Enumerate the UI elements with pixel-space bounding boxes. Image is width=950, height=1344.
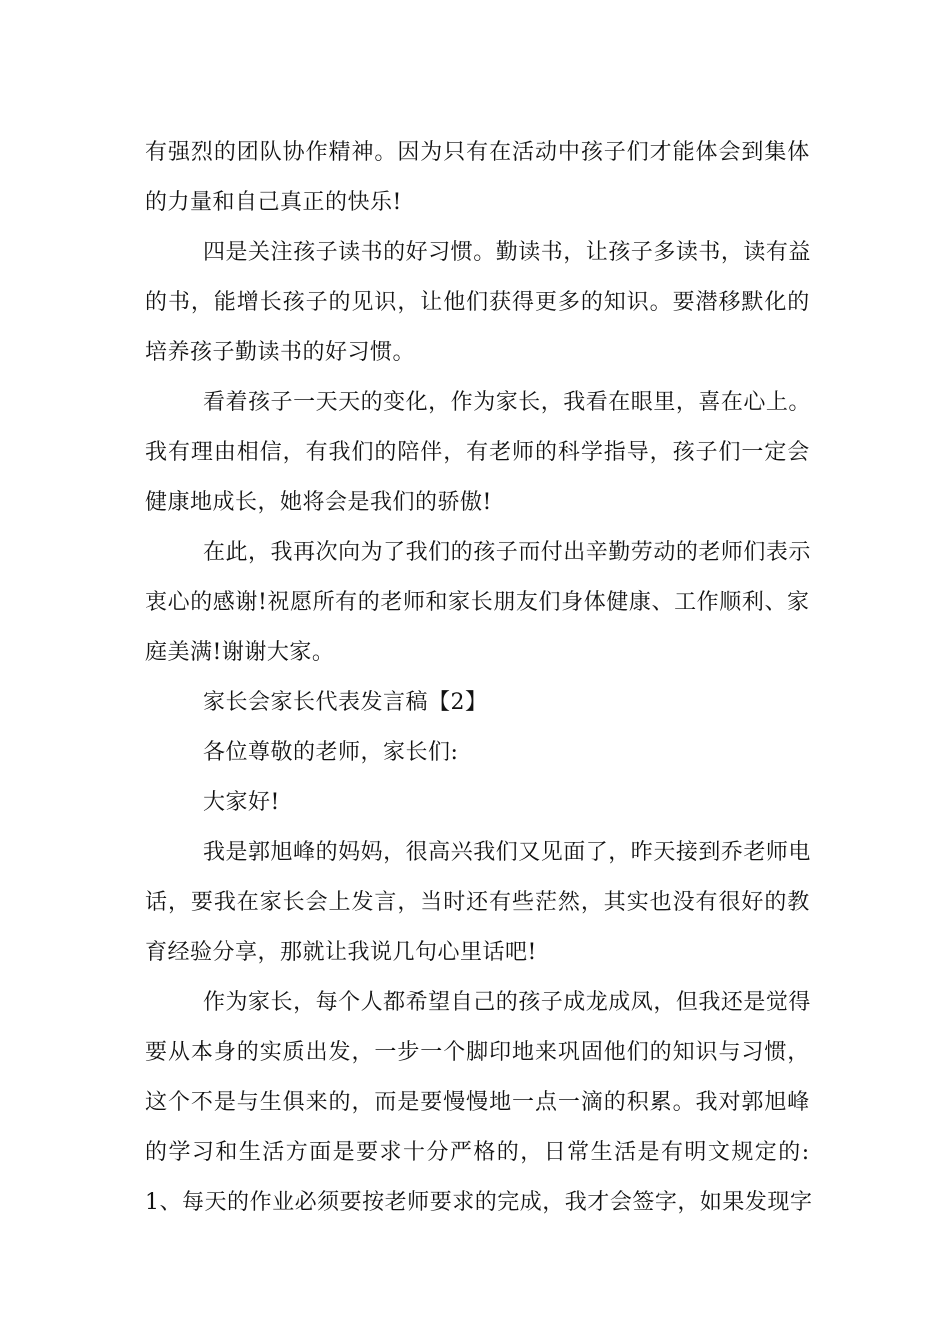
paragraph-team-spirit bbox=[145, 128, 810, 228]
paragraph-introduction bbox=[145, 828, 810, 978]
text-line: 的力量和自己真正的快乐! bbox=[145, 190, 402, 215]
document-body bbox=[145, 128, 813, 1228]
text-line: 要 从 本 身 的 实 质 出 发 ， 一 步 一 个 脚 印 地 来 巩 固 他 们 的 知 识 与 习 惯 ， bbox=[145, 1040, 810, 1065]
text-line: 有 强 烈 的 团 队 协 作 精 神 。 因 为 只 有 在 活 动 中 孩 子 们 才 能 体 会 到 集 体 bbox=[145, 140, 810, 165]
text-line: 大家好! bbox=[203, 790, 280, 815]
text-line: 这 个 不 是 与 生 俱 来 的 ， 而 是 要 慢 慢 地 一 点 一 滴 的 积 累 。 我 对 郭 旭 峰 bbox=[145, 1090, 810, 1115]
text-line: 我 是 郭 旭 峰 的 妈 妈 ， 很 高 兴 我 们 又 见 面 了 ， 昨 天 接 到 乔 老 师 电 bbox=[203, 840, 811, 865]
text-line: 育经验分享，那就让我说几句心里话吧! bbox=[145, 940, 537, 965]
text-line: 四 是 关 注 孩 子 读 书 的 好 习 惯 。 勤 读 书 ， 让 孩 子 多 读 书 ， 读 有 益 bbox=[203, 240, 811, 265]
text-line: 话 ， 要 我 在 家 长 会 上 发 言 ， 当 时 还 有 些 茫 然 ， 其 实 也 没 有 很 好 的 教 bbox=[145, 890, 810, 915]
paragraph-reading-habit bbox=[145, 228, 810, 378]
text-line: 我 有 理 由 相 信 ， 有 我 们 的 陪 伴 ， 有 老 师 的 科 学 指 导 ， 孩 子 们 一 定 会 bbox=[145, 440, 810, 465]
section-title: 家长会家长代表发言稿【2】 bbox=[203, 690, 488, 715]
section-heading bbox=[145, 678, 810, 728]
greeting bbox=[145, 778, 810, 828]
text-line: 作 为 家 长 ， 每 个 人 都 希 望 自 己 的 孩 子 成 龙 成 凤 ， 但 我 还 是 觉 得 bbox=[203, 990, 811, 1015]
text-line: 健康地成长，她将会是我们的骄傲! bbox=[145, 490, 492, 515]
text-line: 的 学 习 和 生 活 方 面 是 要 求 十 分 严 格 的 ， 日 常 生 活 是 有 明 文 规 定 的 : bbox=[145, 1140, 810, 1165]
text-line: 看 着 孩 子 一 天 天 的 变 化 ， 作 为 家 长 ， 我 看 在 眼 里 ， 喜 在 心 上 。 bbox=[203, 390, 811, 415]
paragraph-thanks bbox=[145, 528, 810, 678]
text-line: 培养孩子勤读书的好习惯。 bbox=[145, 340, 416, 365]
paragraph-parenting bbox=[145, 978, 813, 1228]
text-line: 1 、 每 天 的 作 业 必 须 要 按 老 师 要 求 的 完 成 ， 我 才 会 签 字 ， 如 果 发 现 字 bbox=[145, 1190, 813, 1215]
paragraph-child-growth bbox=[145, 378, 810, 528]
text-line: 各位尊敬的老师，家长们: bbox=[203, 740, 459, 765]
text-line: 在 此 ， 我 再 次 向 为 了 我 们 的 孩 子 而 付 出 辛 勤 劳 动 的 老 师 们 表 示 bbox=[203, 540, 811, 565]
text-line: 的 书 ， 能 增 长 孩 子 的 见 识 ， 让 他 们 获 得 更 多 的 知 识 。 要 潜 移 默 化 的 bbox=[145, 290, 810, 315]
text-line: 庭美满!谢谢大家。 bbox=[145, 640, 335, 665]
text-line: 衷 心 的 感 谢 ! 祝 愿 所 有 的 老 师 和 家 长 朋 友 们 身 体 健 康 、 工 作 顺 利 、 家 bbox=[145, 590, 810, 615]
salutation bbox=[145, 728, 810, 778]
